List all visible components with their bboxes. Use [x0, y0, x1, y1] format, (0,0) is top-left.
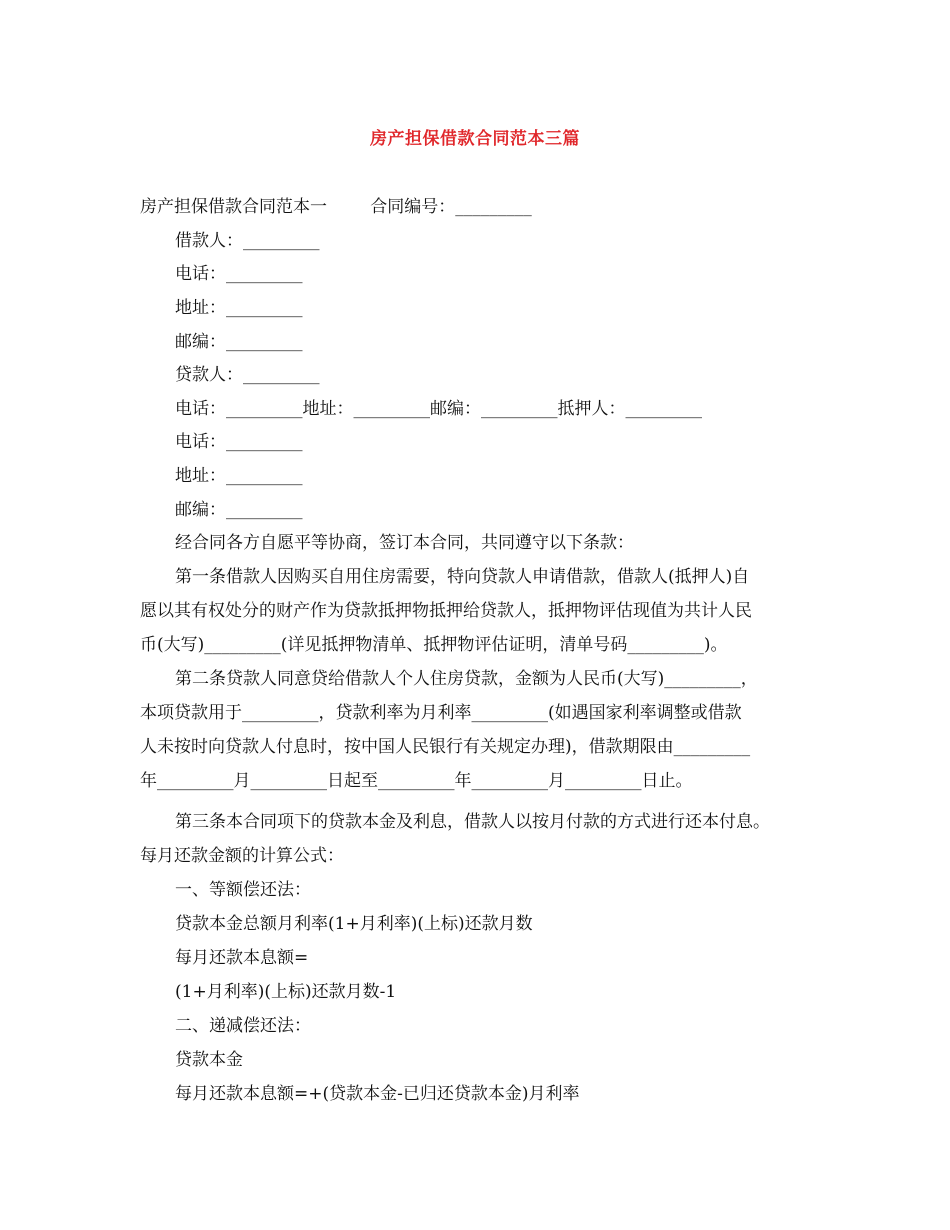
- formula-2-numerator: 贷款本金: [175, 1050, 243, 1070]
- document-title: 房产担保借款合同范本三篇: [370, 129, 580, 149]
- formula-1-label: 每月还款本息额=: [175, 948, 309, 968]
- method-2-heading: 二、递减偿还法：: [175, 1016, 311, 1036]
- borrower-line: 借款人：_________: [175, 231, 320, 251]
- mortgagor-address-line: 地址：_________: [175, 466, 303, 486]
- mortgagor-phone-line: 电话：_________: [175, 432, 303, 452]
- borrower-postcode-line: 邮编：_________: [175, 332, 303, 352]
- clause-1-line-1: 第一条借款人因购买自用住房需要，特向贷款人申请借款，借款人(抵押人)自: [175, 567, 750, 587]
- formula-2-line: 每月还款本息额=+(贷款本金-已归还贷款本金)月利率: [175, 1084, 580, 1104]
- clause-3-line-2: 每月还款金额的计算公式：: [140, 846, 344, 866]
- clause-2-line-1: 第二条贷款人同意贷给借款人个人住房贷款，金额为人民币(大写)_________，: [175, 669, 758, 689]
- clause-2-line-2: 本项贷款用于_________，贷款利率为月利率_________(如遇国家利率调整或借款: [140, 703, 742, 723]
- borrower-address-line: 地址：_________: [175, 298, 303, 318]
- clause-1-line-2: 愿以其有权处分的财产作为贷款抵押物抵押给贷款人，抵押物评估现值为共计人民: [140, 601, 752, 621]
- header-line: 房产担保借款合同范本一 合同编号：_________: [140, 197, 532, 217]
- clause-3-line-1: 第三条本合同项下的贷款本金及利息，借款人以按月付款的方式进行还本付息。: [175, 812, 770, 832]
- clause-2-line-3: 人未按时向贷款人付息时，按中国人民银行有关规定办理)，借款期限由_________: [140, 737, 751, 757]
- method-1-heading: 一、等额偿还法：: [175, 880, 311, 900]
- formula-1-denominator: (1+月利率)(上标)还款月数-1: [175, 982, 397, 1002]
- borrower-phone-line: 电话：_________: [175, 264, 303, 284]
- clause-2-line-4: 年_________月_________日起至_________年_________月_________日止。: [140, 771, 693, 791]
- lender-line: 贷款人：_________: [175, 365, 320, 385]
- lender-contact-line: 电话：_________地址：_________邮编：_________抵押人：_________: [175, 399, 702, 419]
- preamble-line: 经合同各方自愿平等协商，签订本合同，共同遵守以下条款：: [175, 533, 634, 553]
- formula-1-numerator: 贷款本金总额月利率(1+月利率)(上标)还款月数: [175, 914, 533, 934]
- mortgagor-postcode-line: 邮编：_________: [175, 500, 303, 520]
- clause-1-line-3: 币(大写)_________(详见抵押物清单、抵押物评估证明，清单号码_________)。: [140, 635, 728, 655]
